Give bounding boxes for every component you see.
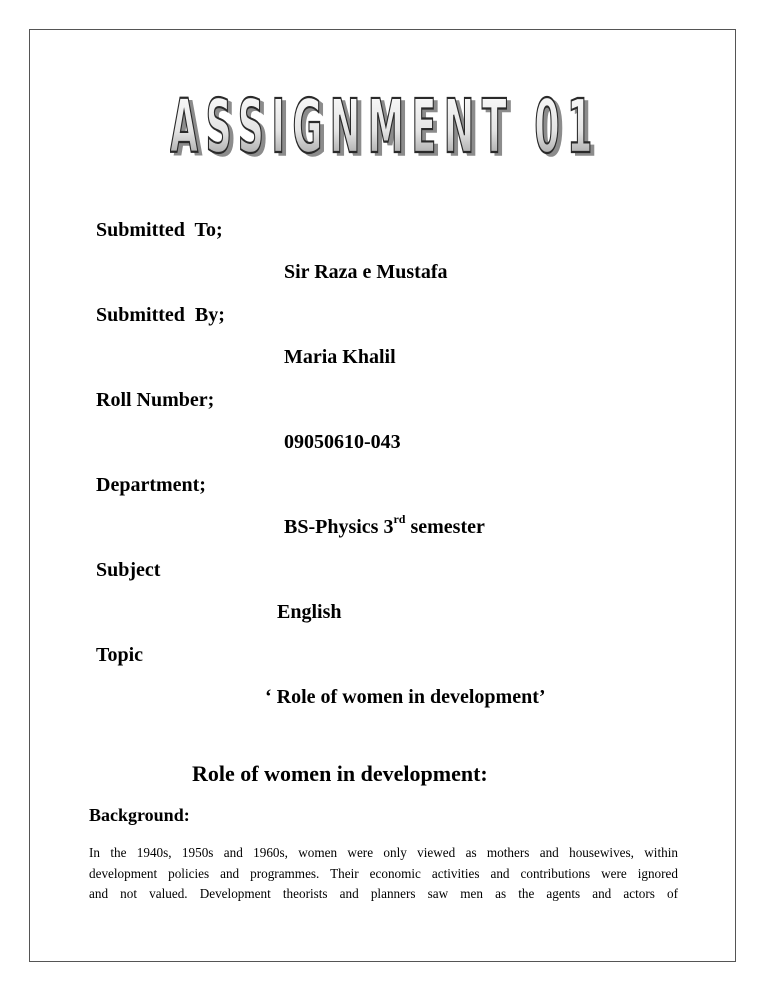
roll-number-value: 09050610-043 [284, 431, 401, 453]
title-wordart [170, 82, 610, 168]
document-title [170, 82, 610, 168]
department-label: Department; [96, 474, 206, 496]
title-shadow-text: ASSIGNMENT 01 [174, 86, 604, 168]
department-value-rest: semester [405, 516, 485, 538]
submitted-by-label: Submitted By; [96, 304, 225, 326]
roll-number-label: Roll Number; [96, 389, 215, 411]
topic-value: ‘ Role of women in development’ [265, 686, 546, 708]
background-paragraph [89, 843, 678, 905]
submitted-by-value: Maria Khalil [284, 346, 396, 368]
background-heading: Background: [89, 805, 190, 825]
topic-label: Topic [96, 644, 144, 666]
paragraph-line: development policies and programmes. Their economic activities and contributions were ignored [89, 865, 678, 881]
submitted-to-value: Sir Raza e Mustafa [284, 261, 448, 283]
department-value [284, 512, 485, 539]
submitted-to-label: Submitted To; [96, 219, 223, 241]
department-value-main: BS-Physics 3 [284, 516, 394, 538]
title-text: ASSIGNMENT 01 [170, 83, 600, 168]
department-value-sup: rd [393, 512, 406, 526]
subject-label: Subject [96, 559, 161, 581]
section-heading: Role of women in development: [192, 761, 488, 786]
paragraph-line: and not valued. Development theorists and planners saw men as the agents and actors of [89, 886, 678, 901]
paragraph-line: In the 1940s, 1950s and 1960s, women were only viewed as mothers and housewives, within [89, 845, 678, 860]
subject-value: English [277, 601, 342, 623]
